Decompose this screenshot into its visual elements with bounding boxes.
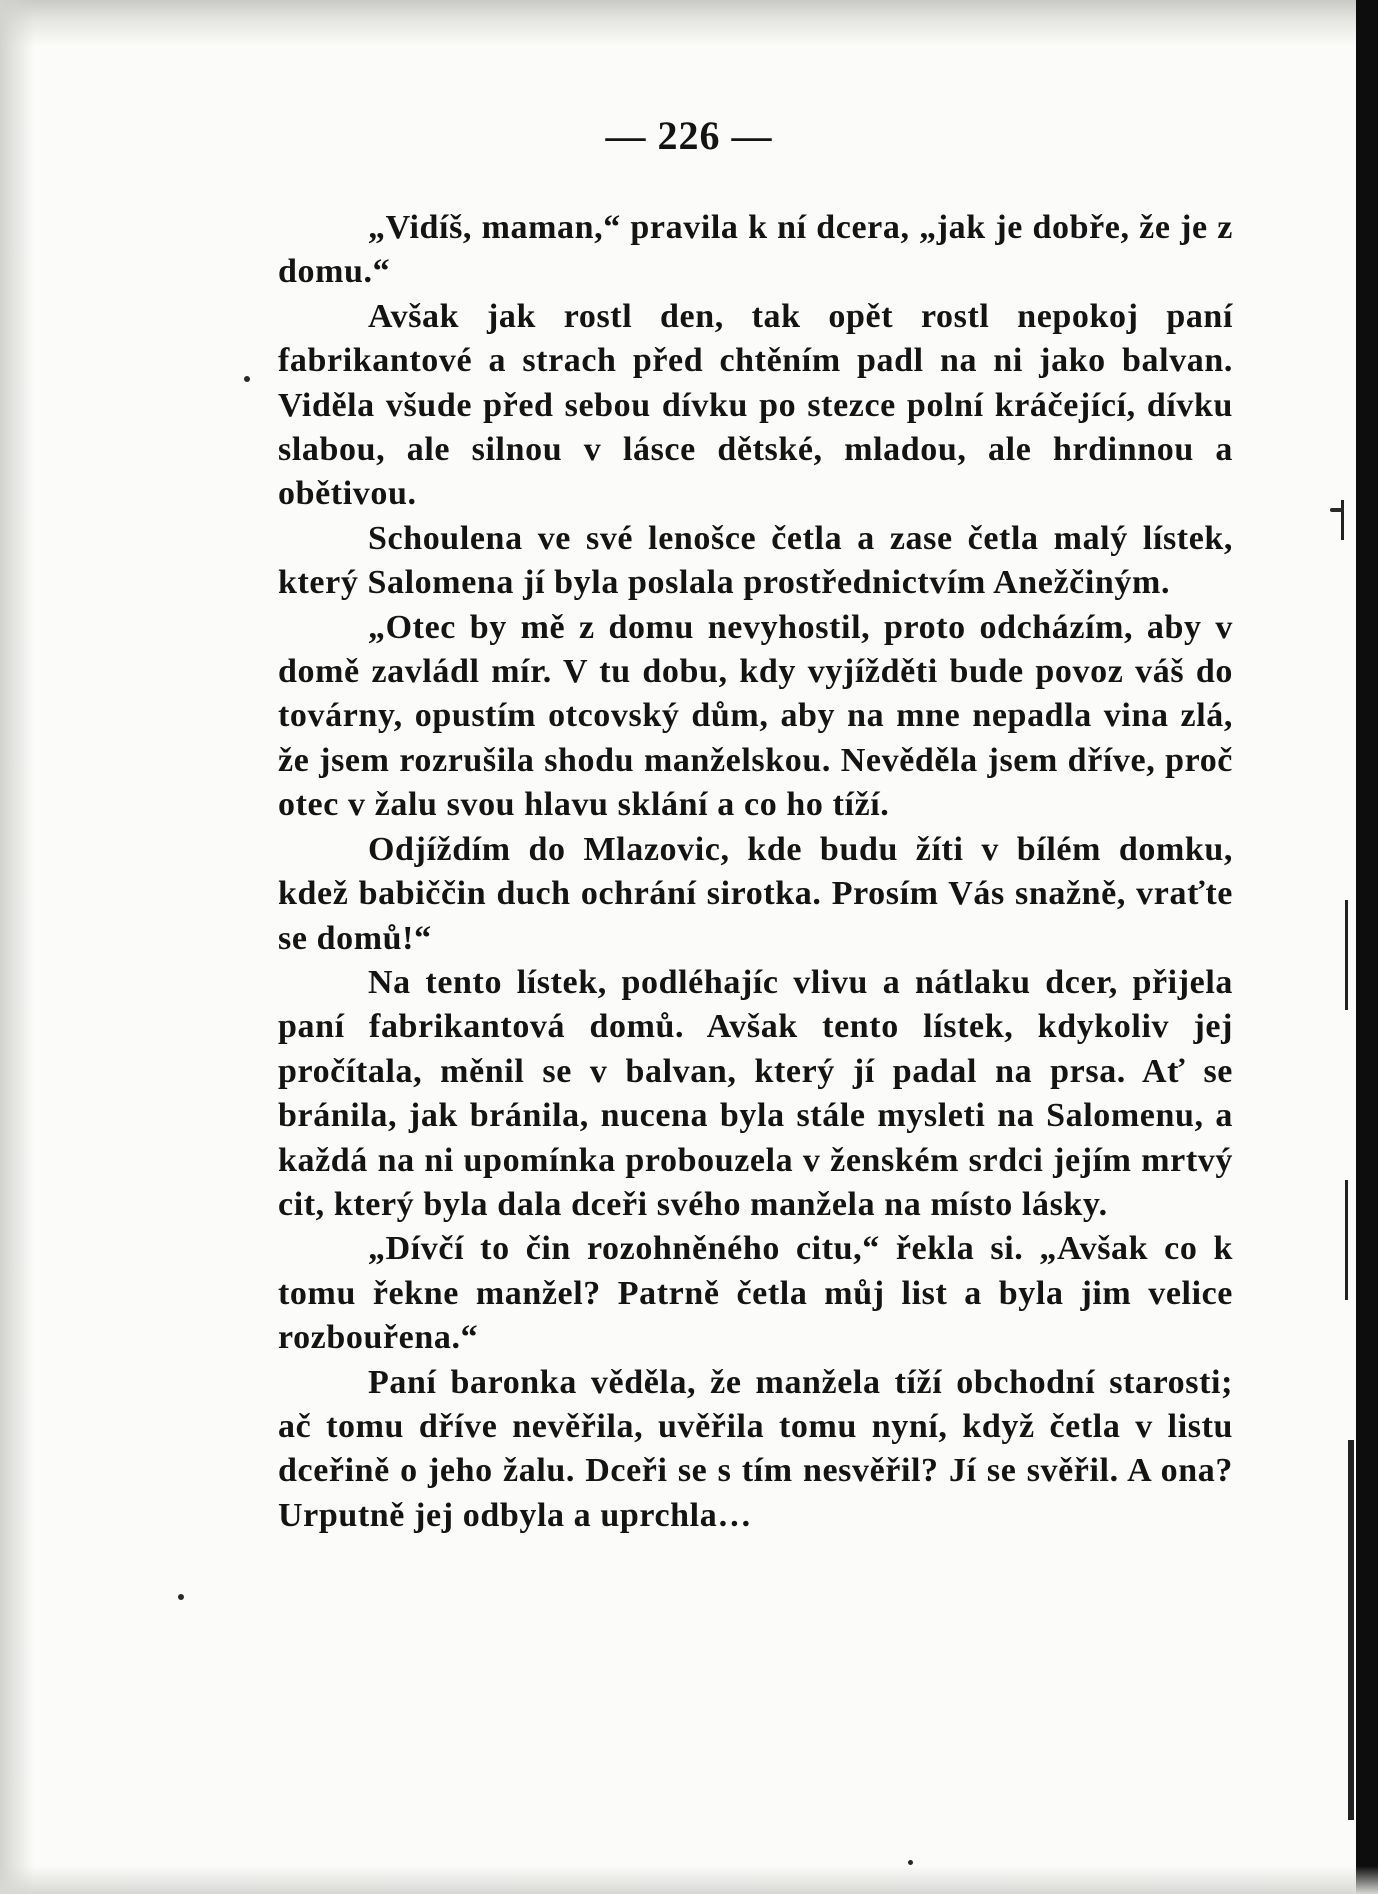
scan-edge-top [0, 0, 1378, 46]
scan-speck [908, 1860, 913, 1865]
gutter-mark [1348, 1440, 1354, 1820]
paragraph: Odjíždím do Mlazovic, kde budu žíti v bílém domku, kdež babiččin duch ochrání sirotka. Prosím Vás snažně, vraťte se domů!“ [278, 830, 1233, 957]
scan-speck [178, 1594, 184, 1600]
gutter-mark [1341, 500, 1344, 540]
paragraph: Paní baronka věděla, že manžela tíží obchodní starosti; ač tomu dříve nevěřila, uvěřila tomu nyní, když četla v listu dceřině o jeho žalu. Dceři se s tím nesvěřil? Jí se svěřil. A ona? Urputně jej odbyla a uprchla… [278, 1363, 1233, 1534]
paragraph: „Otec by mě z domu nevyhostil, proto odcházím, aby v domě zavládl mír. V tu dobu, kdy vyjížděti bude povoz váš do továrny, opustím otcovský dům, aby na mne nepadla vina zlá, že jsem rozrušila shodu manželskou. Nevěděla jsem dříve, proč otec v žalu svou hlavu sklání a co ho tíží. [278, 608, 1233, 824]
scan-edge-bottom [0, 1866, 1378, 1894]
paragraph: Na tento lístek, podléhajíc vlivu a nátlaku dcer, přijela paní fabrikantová domů. Avšak tento lístek, kdykoliv jej pročítala, měnil se v balvan, který jí padal na prsa. Ať se bránila, jak bránila, nucena byla stále mysleti na Salomenu, a každá na ni upomínka probouzela v ženském srdci jejím mrtvý cit, který byla dala dceři svého manžela na místo lásky. [278, 963, 1233, 1223]
paragraph: „Dívčí to čin rozohněného citu,“ řekla si. „Avšak co k tomu řekne manžel? Patrně četla můj list a byla jim velice rozbouřena.“ [278, 1230, 1233, 1357]
paragraph: Schoulena ve své lenošce četla a zase četla malý lístek, který Salomena jí byla poslala prostřednictvím Anežčiným. [278, 519, 1233, 602]
gutter-mark [1345, 900, 1348, 1010]
scan-speck [244, 376, 250, 382]
gutter-mark [1345, 1180, 1348, 1300]
scan-speck [1330, 508, 1344, 512]
page-number: — 226 — [605, 113, 773, 158]
paragraph: „Vidíš, maman,“ pravila k ní dcera, „jak je dobře, že je z domu.“ [278, 209, 1233, 291]
scan-edge-left [0, 0, 34, 1894]
paragraph: Avšak jak rostl den, tak opět rostl nepokoj paní fabrikantové a strach před chtěním padl na ni jako balvan. Viděla všude před sebou dívku po stezce polní kráčející, dívku slabou, ale silnou v lásce dětské, mladou, ale hrdinnou a obětivou. [278, 297, 1233, 513]
body-text [278, 206, 1233, 1538]
scan-edge-right [1356, 0, 1378, 1894]
